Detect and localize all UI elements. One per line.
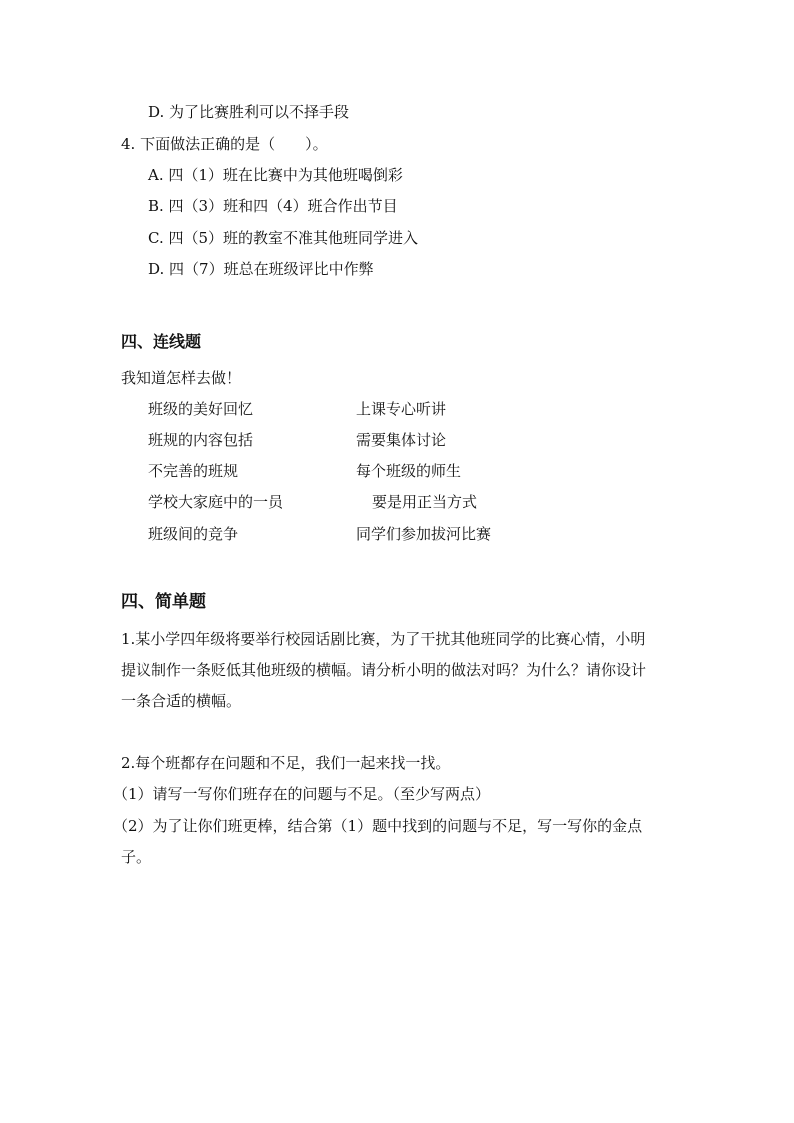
matching-left-4: 学校大家庭中的一员	[148, 493, 284, 511]
q4-option-c: C. 四（5）班的教室不准其他班同学进入	[148, 229, 419, 247]
q4-stem: 4. 下面做法正确的是（ ）。	[121, 135, 328, 153]
sa-q1-line-1: 1.某小学四年级将要举行校园话剧比赛，为了干扰其他班同学的比赛心情，小明	[121, 630, 646, 648]
q4-option-d: D. 四（7）班总在班级评比中作弊	[148, 260, 374, 278]
sa-q2-line-3: （2）为了让你们班更棒，结合第（1）题中找到的问题与不足，写一写你的金点	[113, 817, 643, 835]
matching-left-1: 班级的美好回忆	[148, 400, 254, 418]
matching-right-4: 要是用正当方式	[372, 493, 478, 511]
matching-left-3: 不完善的班规	[148, 462, 239, 480]
q4-option-b: B. 四（3）班和四（4）班合作出节目	[148, 197, 398, 215]
sa-q1-line-3: 一条合适的横幅。	[121, 692, 242, 710]
matching-left-2: 班规的内容包括	[148, 431, 254, 449]
q4-option-a: A. 四（1）班在比赛中为其他班喝倒彩	[148, 166, 403, 184]
matching-heading: 四、连线题	[121, 332, 202, 351]
short-answer-heading: 四、简单题	[121, 592, 206, 612]
matching-right-3: 每个班级的师生	[356, 462, 462, 480]
sa-q1-line-2: 提议制作一条贬低其他班级的横幅。请分析小明的做法对吗？为什么？请你设计	[121, 661, 647, 679]
sa-q2-line-2: （1）请写一写你们班存在的问题与不足。（至少写两点）	[113, 785, 491, 803]
matching-right-5: 同学们参加拔河比赛	[356, 525, 492, 543]
sa-q2-line-1: 2.每个班都存在问题和不足，我们一起来找一找。	[121, 754, 451, 772]
q3-option-d: D. 为了比赛胜利可以不择手段	[148, 103, 350, 121]
sa-q2-line-4: 子。	[121, 848, 152, 866]
matching-right-1: 上课专心听讲	[356, 400, 447, 418]
matching-right-2: 需要集体讨论	[356, 431, 447, 449]
matching-left-5: 班级间的竞争	[148, 525, 239, 543]
matching-intro: 我知道怎样去做！	[121, 369, 242, 387]
